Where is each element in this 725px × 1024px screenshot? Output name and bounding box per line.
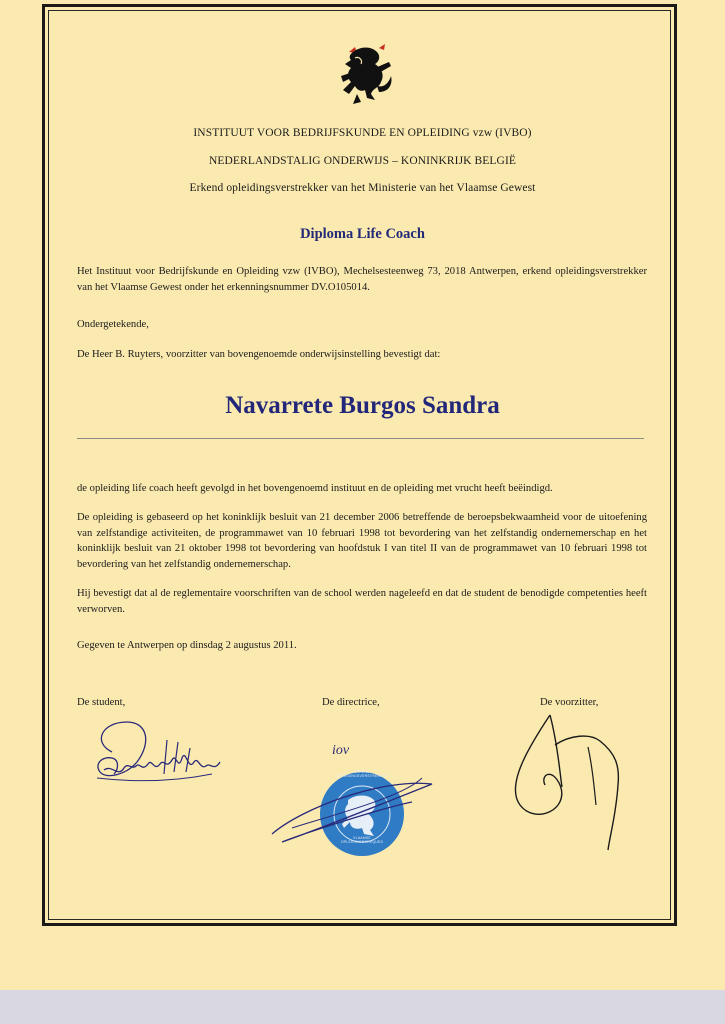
stamp-text-top: ERKEND OPLEIDINGSVERSTREKKER — [336, 770, 388, 778]
recognition-line: Erkend opleidingsverstrekker van het Ministerie van het Vlaamse Gewest — [189, 182, 536, 194]
confirmation-paragraph: Hij bevestigt dat al de reglementaire voorschriften van de school werden nageleefd en dat de student de benodigde competenties heeft verworven. — [77, 588, 647, 615]
stamp-text-bottom: VLAAMSE OPLEIDINGSCHEQUES — [340, 836, 384, 844]
diploma-title: Diploma Life Coach — [300, 226, 425, 242]
flemish-lion-crest-icon — [335, 38, 397, 108]
legal-basis-paragraph: De opleiding is gebaseerd op het koninklijk besluit van 21 december 2006 betreffende de beroepsbekwaamheid voor de uitoefening van zelfstandige activiteiten, de programmawet van 10 februari 1998 tot bevordering van het zelfstandig ondernemerschap en het koninklijk besluit van 21 oktober 1998 tot bevordering van hoofdstuk I van titel II van de programmawet van 10 februari 1998 tot bevordering van het zelfstandig ondernemerschap. — [77, 512, 647, 570]
undersigned-paragraph: Ondergetekende, — [77, 319, 149, 330]
intro-paragraph: Het Instituut voor Bedrijfskunde en Opleiding vzw (IVBO), Mechelsesteenweg 73, 2018 Antwerpen, erkend opleidingsverstrekker van het Vlaamse Gewest onder het erkenningsnummer DV.O105014. — [77, 266, 647, 293]
student-label: De student, — [77, 697, 126, 708]
student-signature — [82, 712, 227, 792]
stamp-handwritten-note: iov — [332, 743, 350, 758]
chairman-signature — [500, 705, 640, 855]
education-line: NEDERLANDSTALIG ONDERWIJS – KONINKRIJK BELGIË — [208, 155, 517, 167]
given-at-paragraph: Gegeven te Antwerpen op dinsdag 2 augustus 2011. — [77, 640, 297, 651]
institute-name: INSTITUUT VOOR BEDRIJFSKUNDE EN OPLEIDING vzw (IVBO) — [193, 127, 532, 139]
name-underline — [77, 438, 644, 439]
recipient-name: Navarrete Burgos Sandra — [225, 392, 500, 419]
chairman-paragraph: De Heer B. Ruyters, voorzitter van bovengenoemde onderwijsinstelling bevestigt dat: — [77, 349, 441, 360]
chairman-label: De voorzitter, — [540, 697, 599, 708]
scan-background — [0, 990, 725, 1024]
completed-paragraph: de opleiding life coach heeft gevolgd in het bovengenoemd instituut en de opleiding met vrucht heeft beëindigd. — [77, 483, 553, 494]
director-label: De directrice, — [322, 697, 380, 708]
